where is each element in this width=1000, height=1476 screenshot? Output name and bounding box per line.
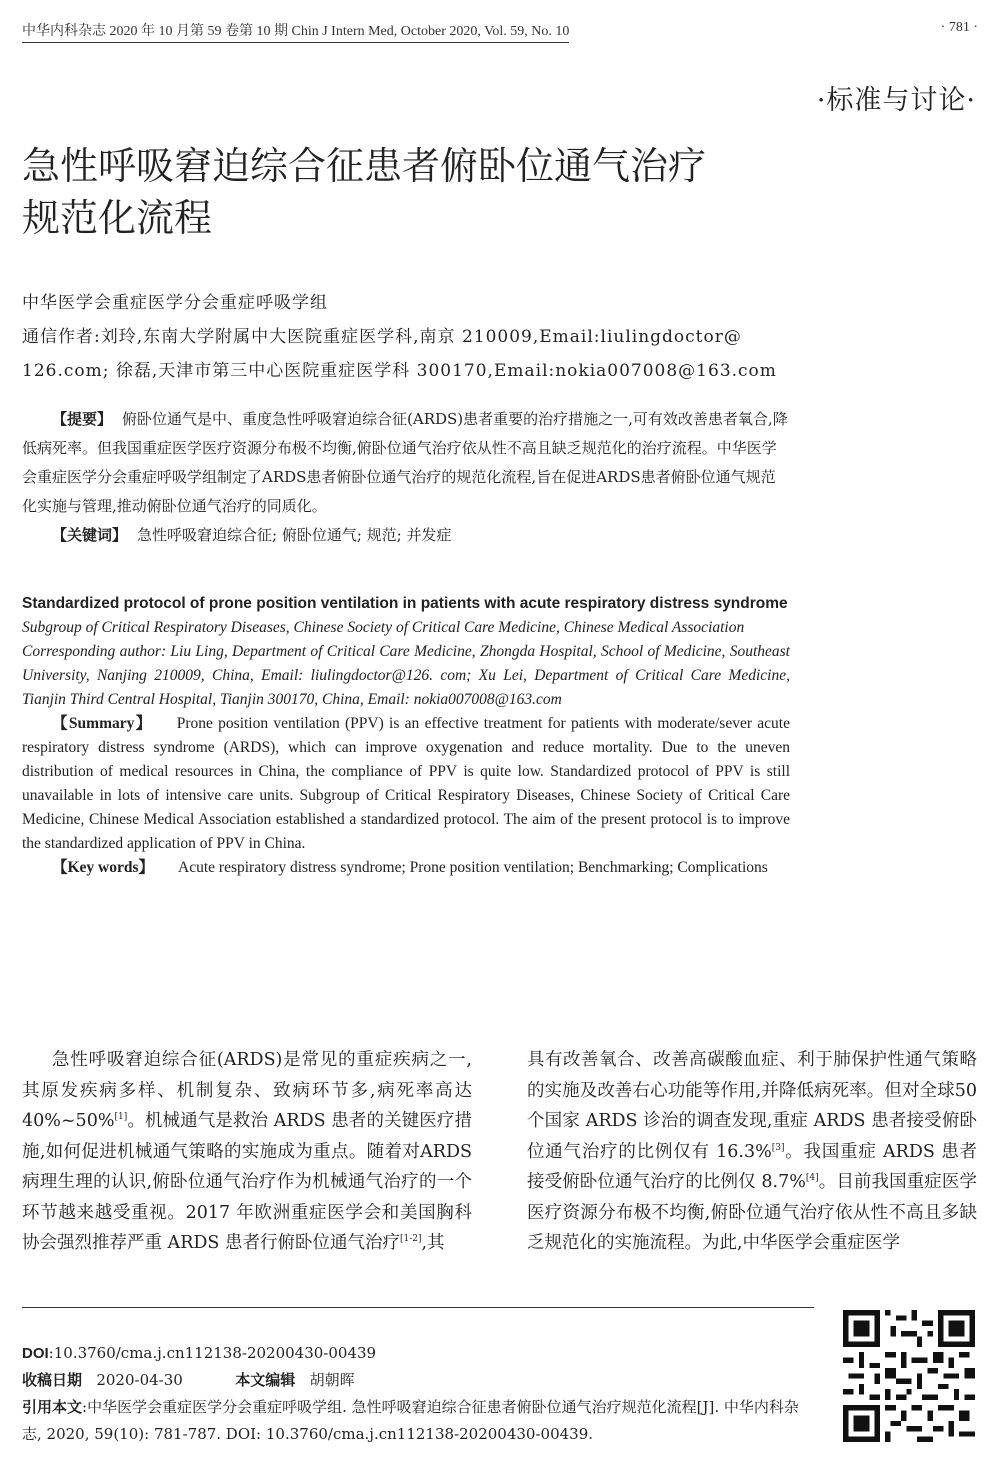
body-text: 。机械通气是救治 ARDS 患者的关键医疗措施,如何促进机械通气策略的实施成为重点。随着对ARDS病理生理的认识,俯卧位通气治疗作为机械通气治疗的一个环节越来越受重视。2017 年欧洲重症医学会和美国胸科协会强烈推荐严重 ARDS 患者行俯卧位通气治疗 [22, 1111, 472, 1253]
en-summary [22, 712, 790, 856]
doi-value[interactable]: :10.3760/cma.j.cn112138-20200430-00439 [48, 1344, 377, 1362]
body-column-right [527, 1045, 977, 1259]
received-line [22, 1367, 817, 1394]
body-paragraph [22, 1045, 472, 1259]
cn-abstract-label: 【提要】 [52, 410, 113, 428]
correspondence-line-1: 通信作者:刘玲,东南大学附属中大医院重症医学科,南京 210009,Email:liulingdoctor@ [22, 327, 742, 347]
english-abstract [22, 592, 790, 880]
editor-label: 本文编辑 [235, 1372, 296, 1389]
en-title: Standardized protocol of prone position ventilation in patients with acute respiratory distress syndrome [22, 595, 788, 612]
cite-label: 引用本文 [22, 1399, 83, 1416]
author-group: 中华医学会重症医学分会重症呼吸学组 [22, 293, 328, 313]
body-column-left [22, 1045, 472, 1259]
cn-abstract-paragraph [22, 405, 790, 521]
doi-line [22, 1340, 817, 1367]
en-keywords [22, 856, 790, 880]
title-line-1: 急性呼吸窘迫综合征患者俯卧位通气治疗 [22, 144, 707, 188]
en-keywords-label: 【Key words】 [52, 859, 155, 876]
running-head: 中华内科杂志 2020 年 10 月第 59 卷第 10 期 Chin J Intern Med, October 2020, Vol. 59, No. 10 [22, 20, 569, 43]
cn-abstract-text: 俯卧位通气是中、重度急性呼吸窘迫综合征(ARDS)患者重要的治疗措施之一,可有效改善患者氧合,降低病死率。但我国重症医学医疗资源分布极不均衡,俯卧位通气治疗依从性不高且缺乏规范化的治疗流程。中华医学会重症医学分会重症呼吸学组制定了ARDS患者俯卧位通气治疗的规范化流程,旨在促进ARDS患者俯卧位通气规范化实施与管理,推动俯卧位通气治疗的同质化。 [22, 410, 788, 515]
page-number: · 781 · [940, 20, 978, 35]
doi-label: DOI [22, 1345, 49, 1362]
body-text: 。我国重症 ARDS 患者接受俯卧位通气治疗的比例仅 8.7% [527, 1141, 977, 1192]
editor-name: 胡朝晖 [309, 1371, 355, 1389]
title-line-2: 规范化流程 [22, 196, 213, 240]
chinese-abstract [22, 405, 790, 550]
citation-ref[interactable]: [1-2] [399, 1234, 422, 1244]
body-paragraph [527, 1045, 977, 1259]
correspondence-line-2: 126.com; 徐磊,天津市第三中心医院重症医学科 300170,Email:nokia007008@163.com [22, 361, 777, 381]
citation-line [22, 1394, 817, 1448]
footer-info [22, 1340, 817, 1448]
en-keywords-text: Acute respiratory distress syndrome; Prone position ventilation; Benchmarking; Complications [178, 859, 768, 876]
body-text: 急性呼吸窘迫综合征(ARDS)是常见的重症疾病之一,其原发疾病多样、机制复杂、致病环节多,病死率高达 40%~50% [22, 1050, 472, 1131]
cn-keywords [22, 521, 790, 550]
received-date: 2020-04-30 [96, 1371, 183, 1389]
column-tag: ·标准与讨论· [816, 85, 976, 116]
cite-text: :中华医学会重症医学分会重症呼吸学组. 急性呼吸窘迫综合征患者俯卧位通气治疗规范化流程[J]. 中华内科杂志, 2020, 59(10): 781-787. DOI: 10.3760/cma.j.cn112138-20200430-00439. [22, 1398, 799, 1443]
cn-keywords-text: 急性呼吸窘迫综合征; 俯卧位通气; 规范; 并发症 [137, 526, 452, 544]
citation-ref[interactable]: [1] [114, 1112, 128, 1122]
en-summary-text: Prone position ventilation (PPV) is an effective treatment for patients with moderate/sever acute respiratory distress syndrome (ARDS), which can improve oxygenation and reduce mortality. Due to the uneven distribution of medical resources in China, the compliance of PPV is quite low. Standardized protocol of PPV is still unavailable in lots of intensive care units. Subgroup of Critical Respiratory Diseases, Chinese Society of Critical Care Medicine, Chinese Medical Association established a standardized protocol. The aim of the present protocol is to improve the standardized application of PPV in China. [22, 715, 790, 852]
citation-ref[interactable]: [3] [771, 1142, 785, 1153]
cn-keywords-label: 【关键词】 [52, 526, 128, 544]
en-corresponding: Corresponding author: Liu Ling, Department of Critical Care Medicine, Zhongda Hospital, School of Medicine, Southeast University, Nanjing 210009, China, Email: liulingdoctor@126. com; Xu Lei, Department of Critical Care Medicine, Tianjin Third Central Hospital, Tianjin 300170, China, Email: nokia007008@163.com [22, 643, 790, 708]
body-text: ,其 [421, 1233, 445, 1253]
body-text: 具有改善氧合、改善高碳酸血症、利于肺保护性通气策略的实施及改善右心功能等作用,并降低病死率。但对全球50个国家 ARDS 诊治的调查发现,重症 ARDS 患者接受俯卧位通气治疗的比例仅有 16.3% [527, 1050, 977, 1162]
qr-code[interactable] [843, 1310, 975, 1442]
received-label: 收稿日期 [22, 1372, 83, 1389]
article-title [22, 140, 822, 244]
body-text: 。目前我国重症医学医疗资源分布极不均衡,俯卧位通气治疗依从性不高且多缺乏规范化的实施流程。为此,中华医学会重症医学 [527, 1172, 977, 1253]
en-summary-label: 【Summary】 [52, 715, 153, 732]
citation-ref[interactable]: [4] [805, 1173, 819, 1183]
author-block [22, 286, 812, 388]
en-group: Subgroup of Critical Respiratory Diseases, Chinese Society of Critical Care Medicine, Chinese Medical Association [22, 619, 745, 636]
footer-divider [22, 1307, 814, 1308]
